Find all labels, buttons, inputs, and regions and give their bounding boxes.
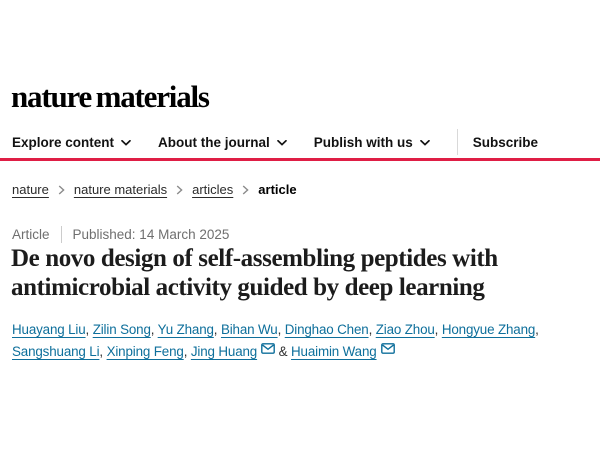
author-link-sangshuang-li[interactable]: Sangshuang Li	[12, 343, 100, 359]
nav-item-publish-with-us[interactable]	[314, 135, 430, 150]
article-type-label: Article	[12, 227, 50, 242]
nav-item-about-the-journal[interactable]	[158, 135, 287, 150]
meta-divider	[61, 226, 62, 243]
brand-rule	[0, 158, 600, 161]
breadcrumb-current: article	[258, 182, 297, 197]
ampersand: &	[275, 343, 292, 359]
nav-item-label: Explore content	[12, 134, 115, 150]
author-link-bihan-wu[interactable]: Bihan Wu	[220, 322, 278, 337]
chevron-right-icon	[176, 185, 183, 195]
article-meta	[12, 226, 229, 243]
email-icon[interactable]	[381, 340, 395, 360]
nav-divider	[457, 129, 458, 155]
chevron-down-icon	[420, 140, 430, 146]
breadcrumb-links	[12, 182, 258, 197]
breadcrumb	[12, 182, 297, 197]
chevron-down-icon	[277, 140, 287, 146]
chevron-right-icon	[242, 185, 249, 195]
subscribe-link[interactable]: Subscribe	[472, 134, 539, 150]
breadcrumb-link-nature[interactable]: nature	[12, 182, 49, 197]
author-link-huaimin-wang[interactable]: Huaimin Wang	[291, 343, 377, 359]
author-link-yu-zhang[interactable]: Yu Zhang	[157, 322, 214, 337]
nav-item-explore-content[interactable]	[12, 135, 131, 150]
journal-logo[interactable]: nature materials	[11, 79, 209, 114]
nav-item-label: Publish with us	[313, 134, 413, 150]
main-nav	[12, 130, 538, 154]
published-date: Published: 14 March 2025	[72, 227, 230, 242]
author-link-huayang-liu[interactable]: Huayang Liu	[12, 322, 86, 337]
nav-items	[12, 135, 457, 150]
email-icon[interactable]	[261, 340, 275, 360]
breadcrumb-link-nature-materials[interactable]: nature materials	[73, 182, 168, 197]
author-link-jing-huang[interactable]: Jing Huang	[190, 343, 258, 359]
author-link-zilin-song[interactable]: Zilin Song	[92, 322, 151, 337]
nav-item-label: About the journal	[158, 134, 270, 150]
chevron-right-icon	[58, 185, 65, 195]
author-link-xinping-feng[interactable]: Xinping Feng	[106, 343, 184, 359]
article-title: De novo design of self-assembling peptides with antimicrobial activity guided by deep learning	[11, 245, 498, 301]
author-link-ziao-zhou[interactable]: Ziao Zhou	[375, 322, 435, 337]
breadcrumb-link-articles[interactable]: articles	[192, 182, 234, 197]
author-list: Huayang Liu, Zilin Song, Yu Zhang, Bihan Wu, Dinghao Chen, Ziao Zhou, Hongyue Zhang, Sangshuang Li, Xinping Feng, Jing Huang & Huaimin Wang	[12, 322, 539, 359]
chevron-down-icon	[121, 140, 131, 146]
author-link-hongyue-zhang[interactable]: Hongyue Zhang	[441, 322, 536, 337]
author-link-dinghao-chen[interactable]: Dinghao Chen	[284, 322, 369, 337]
